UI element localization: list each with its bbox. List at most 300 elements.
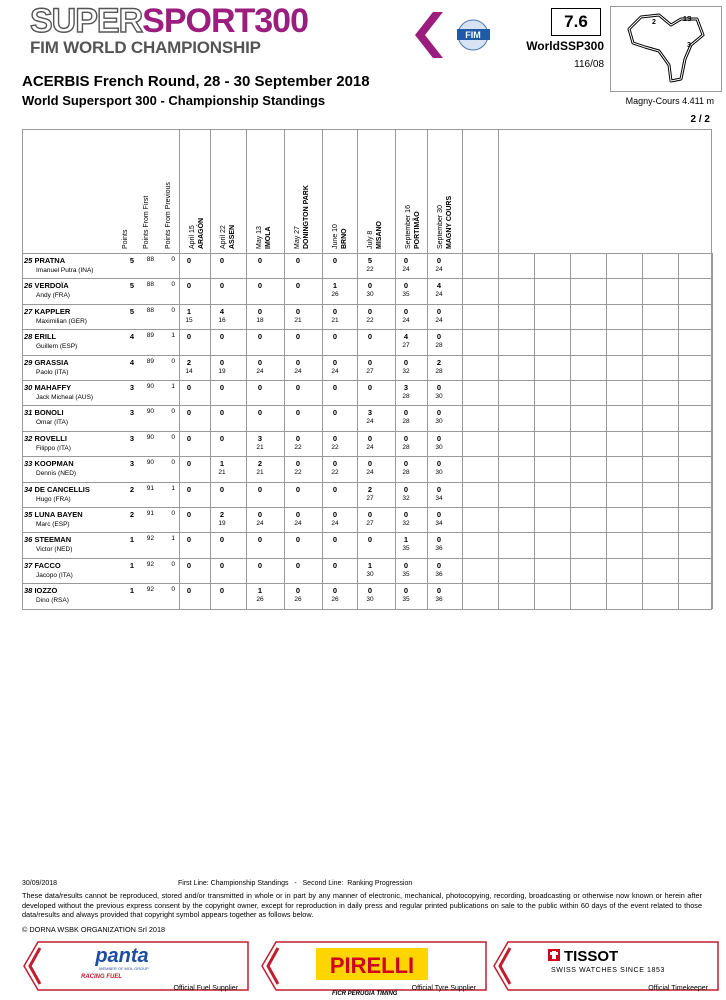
rider-name-cell — [24, 535, 71, 544]
rider-points: 5 — [129, 306, 134, 316]
round-points: 0 — [403, 510, 409, 519]
rider-firstname-cell — [36, 394, 93, 401]
round-points: 0 — [186, 459, 192, 469]
round-points: 0 — [186, 510, 192, 519]
round-ranking: 30 — [435, 469, 443, 477]
rider-firstname: Dennis — [36, 470, 57, 478]
rider-surname: DE CANCELLIS — [34, 484, 90, 494]
logo-super-text: SUPER — [30, 2, 143, 40]
round-points: 0 — [367, 459, 373, 469]
rider-position: 29 — [24, 357, 33, 367]
round-points: 0 — [186, 433, 192, 443]
rider-name-cell — [24, 485, 90, 494]
chevron-logo-icon — [413, 10, 447, 60]
round-header — [293, 185, 311, 249]
footer-copyright: © DORNA WSBK ORGANIZATION Srl 2018 — [22, 925, 166, 934]
round-points: 2 — [367, 484, 373, 494]
rider-name-cell — [24, 256, 65, 265]
round-points: 0 — [186, 256, 192, 265]
round-header — [436, 196, 454, 249]
rider-nationality: (RSA) — [51, 597, 69, 605]
round-date: May 13 — [256, 226, 263, 249]
round-points: 0 — [257, 256, 263, 265]
round-points: 0 — [295, 433, 301, 443]
round-date: June 10 — [332, 224, 339, 249]
rider-firstname-cell — [36, 343, 77, 350]
round-points: 0 — [219, 408, 225, 418]
round-ranking: 34 — [435, 494, 443, 502]
round-ranking: 30 — [366, 596, 374, 604]
round-points: 0 — [186, 383, 192, 392]
rider-firstname-cell — [36, 496, 71, 503]
round-points: 0 — [186, 484, 192, 494]
points-from-first: 90 — [146, 459, 154, 467]
points-from-previous: 0 — [171, 459, 175, 467]
footer-disclaimer: These data/results cannot be reproduced, stored and/or transmitted in whole or in part by any manner of electronic, mechanical, photocopying, recording, broadcasting or otherwise now known or herein after developed without the previous express consent by the copyright owner, except for reproduction in daily press and regular printed publications on sale to the public within 60 days of the event related to those data/results and always provided that copyright symbol appears together as follows below. — [22, 891, 702, 919]
round-points: 0 — [436, 256, 442, 265]
round-name: MAGNY COURS — [446, 195, 453, 249]
points-from-first: 92 — [146, 535, 154, 543]
rider-position: 34 — [24, 484, 33, 494]
points-from-previous: 1 — [171, 332, 175, 340]
round-name: ASSEN — [229, 224, 236, 249]
rider-position: 36 — [24, 535, 33, 545]
rider-firstname-cell — [36, 572, 73, 579]
rider-points: 2 — [129, 484, 134, 494]
round-points: 0 — [436, 560, 442, 570]
round-ranking: 26 — [331, 596, 339, 604]
round-points: 1 — [257, 586, 263, 596]
round-points: 0 — [436, 484, 442, 494]
round-ranking: 24 — [294, 520, 302, 527]
panta-logo-text: panta — [95, 945, 149, 967]
round-ranking: 28 — [435, 367, 443, 375]
rider-points: 3 — [129, 459, 134, 469]
series-code: WorldSSP300 — [526, 39, 604, 53]
round-points: 0 — [367, 306, 373, 316]
round-points: 0 — [436, 306, 442, 316]
round-points: 0 — [403, 306, 409, 316]
round-points: 0 — [257, 332, 263, 342]
rider-firstname: Jacopo — [36, 571, 57, 579]
points-from-previous: 0 — [171, 560, 175, 568]
rider-surname: KOOPMAN — [34, 459, 74, 469]
round-points: 0 — [436, 433, 442, 443]
round-ranking: 21 — [331, 316, 339, 324]
rider-firstname-cell — [36, 292, 70, 299]
round-points: 0 — [436, 586, 442, 596]
round-points: 0 — [219, 256, 225, 265]
rider-position: 38 — [24, 586, 33, 596]
round-points: 0 — [403, 560, 409, 570]
round-points: 0 — [367, 586, 373, 596]
track-map-icon — [610, 6, 722, 92]
rider-name-cell — [24, 459, 74, 468]
round-points: 0 — [367, 510, 373, 519]
page-code: 116/08 — [574, 59, 604, 70]
rider-surname: MAHAFFY — [34, 383, 72, 392]
round-points: 5 — [367, 256, 373, 265]
round-points: 0 — [257, 535, 263, 545]
round-points: 0 — [403, 256, 409, 265]
round-points: 1 — [403, 535, 409, 545]
points-from-previous: 1 — [171, 535, 175, 543]
timekeeper-caption: Official Timekeeper — [648, 985, 708, 992]
round-points: 0 — [332, 535, 338, 545]
rider-nationality: (ESP) — [59, 343, 78, 351]
round-name: PORTIMÃO — [414, 211, 421, 249]
points-from-first: 89 — [146, 357, 154, 365]
footer-legend: First Line: Championship Standings - Second Line: Ranking Progression — [178, 880, 413, 887]
rider-points: 3 — [129, 408, 134, 418]
round-ranking: 18 — [256, 316, 264, 324]
round-points: 0 — [295, 560, 301, 570]
tissot-tagline: SWISS WATCHES SINCE 1853 — [551, 967, 665, 974]
round-points: 0 — [332, 586, 338, 596]
rider-position: 31 — [24, 408, 33, 418]
round-points: 2 — [436, 357, 442, 367]
round-points: 0 — [295, 535, 301, 545]
rider-firstname: Hugo — [36, 495, 52, 503]
rider-surname: KAPPLER — [34, 306, 71, 316]
rider-points: 1 — [129, 586, 134, 596]
round-ranking: 19 — [218, 367, 226, 375]
grid-line — [712, 253, 713, 609]
track-corner-label: 1S — [683, 16, 692, 23]
round-date: July 8 — [367, 230, 374, 249]
round-points: 0 — [367, 535, 373, 545]
rider-name-cell — [24, 281, 69, 290]
points-from-previous: 0 — [171, 408, 175, 416]
round-points: 1 — [332, 281, 338, 291]
points-from-previous: 0 — [171, 256, 175, 263]
round-points: 0 — [436, 332, 442, 342]
round-points: 0 — [186, 332, 192, 342]
round-points: 3 — [403, 383, 409, 392]
round-ranking: 21 — [218, 469, 226, 477]
round-ranking: 36 — [435, 570, 443, 578]
points-from-first: 90 — [146, 383, 154, 390]
round-points: 1 — [219, 459, 225, 469]
points-from-previous: 0 — [171, 306, 175, 314]
round-header — [404, 205, 422, 249]
rider-nationality: (INA) — [78, 267, 94, 274]
round-points: 0 — [332, 433, 338, 443]
rider-nationality: (ITA) — [54, 368, 69, 376]
rider-position: 27 — [24, 306, 33, 316]
round-ranking: 30 — [366, 291, 374, 299]
round-points: 0 — [257, 306, 263, 316]
rider-points: 5 — [129, 256, 134, 265]
round-header — [219, 225, 237, 249]
round-points: 0 — [295, 306, 301, 316]
round-points: 2 — [219, 510, 225, 519]
round-points: 0 — [332, 256, 338, 265]
rider-name-cell — [24, 434, 67, 443]
round-ranking: 22 — [294, 443, 302, 451]
grid-line — [498, 129, 499, 253]
round-points: 0 — [332, 510, 338, 519]
round-ranking: 30 — [435, 443, 443, 451]
rider-firstname-cell — [36, 318, 87, 325]
rider-name-cell — [24, 332, 56, 341]
round-ranking: 24 — [366, 418, 374, 426]
round-ranking: 26 — [331, 291, 339, 299]
round-ranking: 24 — [366, 443, 374, 451]
rider-points: 3 — [129, 433, 134, 443]
round-name: MISANO — [376, 221, 383, 249]
round-points: 0 — [367, 281, 373, 291]
round-points: 0 — [332, 560, 338, 570]
rider-surname: FACCO — [34, 560, 61, 570]
round-ranking: 22 — [331, 469, 339, 477]
rider-surname: IOZZO — [34, 586, 58, 596]
rider-surname: ROVELLI — [34, 433, 67, 443]
round-ranking: 30 — [366, 570, 374, 578]
round-points: 0 — [186, 281, 192, 291]
rider-surname: ERILL — [34, 332, 57, 342]
points-from-first: 92 — [146, 560, 154, 568]
rider-name-cell — [24, 383, 71, 392]
round-points: 0 — [295, 332, 301, 342]
round-points: 0 — [367, 332, 373, 342]
rider-nationality: (AUS) — [75, 394, 94, 401]
points-from-previous: 1 — [171, 484, 175, 492]
grid-line — [22, 609, 712, 610]
round-date: September 16 — [405, 205, 412, 249]
round-ranking: 24 — [402, 316, 410, 324]
rider-position: 30 — [24, 383, 33, 392]
round-ranking: 24 — [256, 520, 264, 527]
rider-points: 4 — [129, 357, 134, 367]
rider-name-cell — [24, 408, 64, 417]
rider-nationality: (NED) — [58, 470, 77, 478]
rider-firstname-cell — [36, 521, 70, 528]
round-ranking: 35 — [402, 545, 410, 553]
round-ranking: 21 — [256, 443, 264, 451]
page-subtitle: World Supersport 300 - Championship Standings — [22, 93, 326, 108]
rider-points: 3 — [129, 383, 134, 392]
rider-firstname-cell — [36, 546, 72, 553]
panta-sub: RACING FUEL — [81, 974, 122, 980]
round-ranking: 21 — [294, 316, 302, 324]
rider-nationality: (FRA) — [52, 292, 70, 300]
points-from-previous: 1 — [171, 383, 175, 390]
rider-points: 5 — [129, 281, 134, 291]
rider-points: 4 — [129, 332, 134, 342]
round-ranking: 36 — [435, 596, 443, 604]
fim-logo-icon — [451, 17, 496, 52]
round-ranking: 32 — [402, 520, 410, 527]
header-points — [121, 230, 130, 249]
points-from-first: 91 — [146, 484, 154, 492]
round-points: 0 — [436, 459, 442, 469]
rider-nationality: (ITA) — [54, 419, 69, 427]
points-from-previous: 0 — [171, 510, 175, 517]
header-points-from-first-text: Points From First — [143, 195, 150, 249]
track-length: Magny-Cours 4.411 m — [625, 96, 714, 106]
rider-surname: PRATNA — [34, 256, 66, 265]
header-points-from-previous — [164, 182, 173, 249]
round-points: 0 — [403, 586, 409, 596]
rider-position: 26 — [24, 281, 33, 291]
round-ranking: 26 — [294, 596, 302, 604]
round-ranking: 16 — [218, 316, 226, 324]
rider-name-cell — [24, 586, 57, 595]
round-points: 0 — [436, 408, 442, 418]
rider-points: 1 — [129, 535, 134, 545]
points-from-first: 90 — [146, 408, 154, 416]
round-points: 0 — [295, 357, 301, 367]
rider-nationality: (FRA) — [53, 495, 71, 503]
rider-firstname: Imanuel Putra — [36, 267, 77, 274]
rider-surname: GRASSIA — [34, 357, 69, 367]
header-points-from-previous-text: Points From Previous — [165, 182, 172, 249]
points-from-previous: 0 — [171, 357, 175, 365]
rider-firstname-cell — [36, 369, 68, 376]
round-points: 0 — [403, 408, 409, 418]
round-header — [331, 224, 349, 249]
round-name: BRNO — [341, 228, 348, 249]
logo-sport-text: SPORT300 — [142, 2, 308, 40]
rider-firstname: Victor — [36, 546, 53, 554]
round-ranking: 35 — [402, 570, 410, 578]
round-points: 0 — [403, 459, 409, 469]
round-points: 0 — [257, 357, 263, 367]
round-points: 0 — [219, 357, 225, 367]
rider-surname: LUNA BAYEN — [34, 510, 83, 519]
round-points: 0 — [332, 383, 338, 392]
round-ranking: 30 — [435, 418, 443, 426]
tyre-supplier-caption: Official Tyre Supplier — [411, 985, 476, 992]
rider-nationality: (ITA) — [58, 571, 73, 579]
rider-surname: VERDOÏA — [34, 281, 69, 291]
round-points: 0 — [219, 332, 225, 342]
fuel-supplier-caption: Official Fuel Supplier — [173, 985, 238, 992]
round-points: 0 — [332, 408, 338, 418]
round-ranking: 28 — [402, 418, 410, 426]
points-from-first: 88 — [146, 281, 154, 289]
points-from-previous: 0 — [171, 281, 175, 289]
rider-firstname-cell — [36, 419, 68, 426]
rider-position: 33 — [24, 459, 33, 469]
rider-firstname: Andy — [36, 292, 51, 300]
round-ranking: 24 — [435, 266, 443, 273]
round-points: 0 — [219, 586, 225, 596]
round-ranking: 34 — [435, 520, 443, 527]
round-ranking: 24 — [331, 367, 339, 375]
round-points: 0 — [219, 383, 225, 392]
points-from-first: 88 — [146, 256, 154, 263]
round-ranking: 27 — [366, 520, 374, 527]
document-number: 7.6 — [551, 8, 601, 36]
round-ranking: 27 — [366, 367, 374, 375]
round-points: 0 — [332, 306, 338, 316]
round-ranking: 24 — [435, 291, 443, 299]
rider-position: 35 — [24, 510, 33, 519]
round-points: 2 — [257, 459, 263, 469]
round-points: 0 — [295, 586, 301, 596]
round-points: 0 — [332, 357, 338, 367]
rider-firstname: Omar — [36, 419, 53, 427]
grid-line — [22, 129, 712, 130]
round-points: 0 — [436, 383, 442, 392]
rider-firstname: Guillem — [36, 343, 59, 351]
round-points: 0 — [332, 459, 338, 469]
rider-nationality: (ITA) — [56, 444, 71, 452]
track-corner-label: 3 — [687, 42, 691, 49]
points-from-first: 89 — [146, 332, 154, 340]
round-points: 0 — [367, 433, 373, 443]
round-points: 4 — [219, 306, 225, 316]
header-points-text: Points — [122, 229, 129, 249]
rider-surname: BONOLI — [34, 408, 64, 418]
round-date: April 22 — [220, 225, 227, 249]
rider-points: 1 — [129, 560, 134, 570]
rider-firstname-cell — [36, 445, 71, 452]
round-points: 0 — [219, 560, 225, 570]
round-ranking: 28 — [435, 342, 443, 350]
round-points: 0 — [257, 281, 263, 291]
round-ranking: 14 — [185, 367, 193, 375]
round-points: 0 — [186, 535, 192, 545]
round-ranking: 24 — [366, 469, 374, 477]
rider-firstname: Dino — [36, 597, 50, 605]
pirelli-logo-text: PIRELLI — [329, 953, 415, 978]
round-points: 3 — [367, 408, 373, 418]
round-points: 4 — [436, 281, 442, 291]
round-ranking: 24 — [435, 316, 443, 324]
round-points: 0 — [186, 560, 192, 570]
rider-position: 37 — [24, 560, 33, 570]
rider-firstname: Filippo — [36, 444, 56, 452]
round-points: 0 — [332, 332, 338, 342]
round-ranking: 24 — [256, 367, 264, 375]
ficr-timing-text: FICR PERUGIA TIMING — [332, 991, 398, 997]
fim-label: FIM — [465, 30, 481, 40]
round-points: 0 — [295, 256, 301, 265]
round-points: 0 — [257, 408, 263, 418]
rider-firstname-cell — [36, 470, 76, 477]
rider-surname: STEEMAN — [34, 535, 72, 545]
round-points: 0 — [403, 433, 409, 443]
standings-table — [22, 129, 712, 610]
series-logo — [30, 4, 308, 38]
rider-firstname: Jack Micheal — [36, 394, 74, 401]
event-title: ACERBIS French Round, 28 - 30 September 2018 — [22, 73, 370, 90]
round-points: 0 — [295, 383, 301, 392]
round-ranking: 28 — [402, 469, 410, 477]
header-points-from-first — [142, 196, 151, 249]
track-corner-label: 2 — [652, 19, 656, 26]
round-points: 0 — [403, 484, 409, 494]
points-from-first: 90 — [146, 433, 154, 441]
rider-name-cell — [24, 561, 61, 570]
round-ranking: 27 — [402, 342, 410, 350]
round-points: 0 — [403, 357, 409, 367]
round-points: 1 — [186, 306, 192, 316]
round-ranking: 24 — [331, 520, 339, 527]
rider-firstname: Paolo — [36, 368, 53, 376]
round-date: May 27 — [294, 226, 301, 249]
rider-points: 2 — [129, 510, 134, 519]
round-points: 0 — [257, 560, 263, 570]
points-from-previous: 0 — [171, 586, 175, 594]
round-name: ARAGÓN — [198, 217, 205, 249]
round-points: 0 — [257, 510, 263, 519]
rider-firstname: Marc — [36, 521, 51, 528]
round-ranking: 22 — [331, 443, 339, 451]
